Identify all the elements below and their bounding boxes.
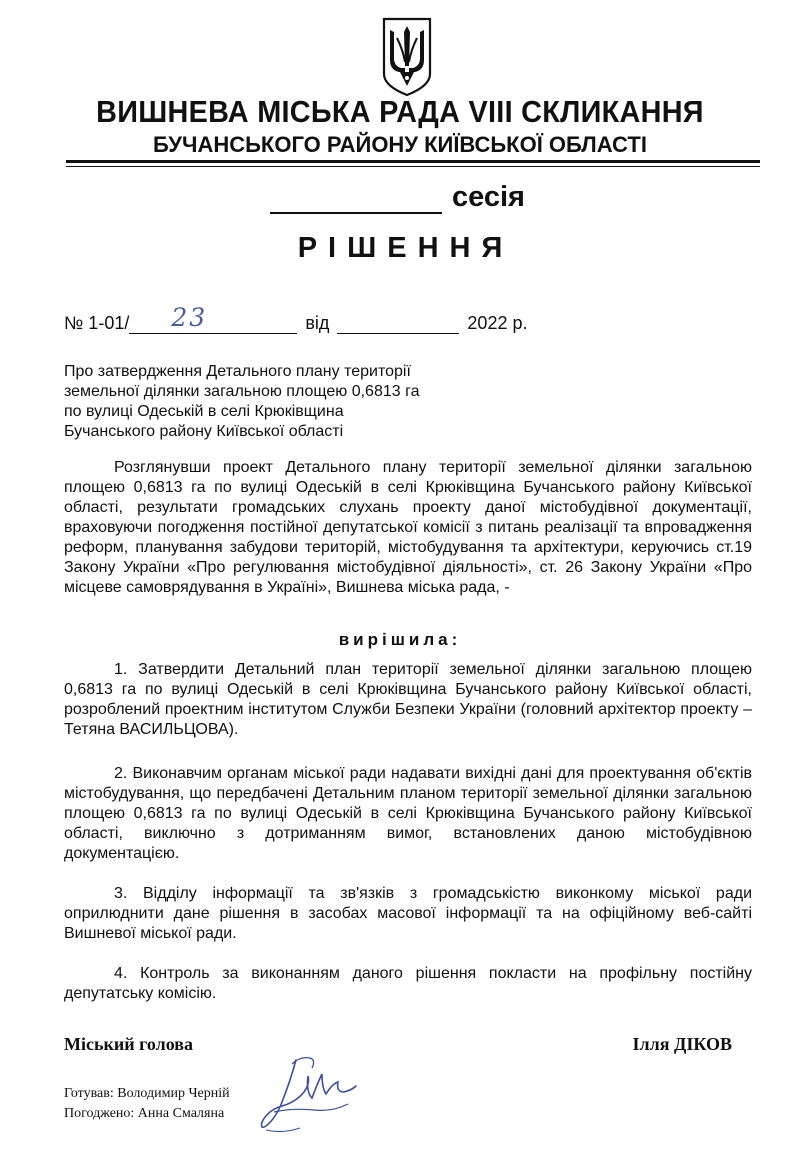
decision-title: РІШЕННЯ <box>297 232 514 264</box>
decision-point-2: 2. Виконавчим органам міської ради надавати вихідні дані для проектування об'єктів містобудування, що передбачені Детальним планом території земельної ділянки загальною площею 0,6813 га по вулиці Одеській в селі Крюківщина Бучанського району Київської області, виключно з дотриманням вимог, встановлених даною містобудівною документацією. <box>64 765 752 862</box>
decision-point-3: 3. Відділу інформації та зв'язків з громадськістю виконкому міської ради оприлюднити дане рішення в засобах масової інформації та на офіційному веб-сайті Вишневої міської ради. <box>64 885 752 942</box>
year-label: 2022 р. <box>467 313 528 333</box>
mayor-role: Міський голова <box>64 1034 193 1054</box>
handwritten-number: 23 <box>171 303 208 332</box>
district-name: БУЧАНСЬКОГО РАЙОНУ КИЇВСЬКОЇ ОБЛАСТІ <box>153 132 647 157</box>
signature-row <box>64 1034 732 1058</box>
session-label: сесія <box>452 181 525 213</box>
decision-number-line <box>64 303 564 334</box>
decision-point-1: 1. Затвердити Детальний план території земельної ділянки загальною площею 0,6813 га по вулиці Одеській в селі Крюківщина Бучанського району Київської області, розроблений проектним інститутом Служби Безпеки України (головний архітектор проекту – Тетяна ВАСИЛЬЦОВА). <box>64 661 752 738</box>
intro-paragraph: Розглянувши проект Детального плану території земельної ділянки загальною площею 0,6813 га по вулиці Одеській в селі Крюківщина Бучанського району Київської області, результати громадських слухань проекту даної містобудівної документації, враховуючи погодження постійної депутатської комісії з питань реалізації та впровадження реформ, планування забудови територій, містобудування та архітектури, керуючись ст.19 Закону України «Про регулювання містобудівної діяльності», ст. 26 Закону України «Про місцеве самоврядування в Україні», Вишнева міська рада, - <box>64 459 752 596</box>
session-line <box>270 178 570 214</box>
handwritten-signature <box>252 1052 362 1138</box>
resolved-label: вирішила: <box>338 630 462 649</box>
number-blank <box>129 303 297 334</box>
header-rule-thin <box>66 166 760 167</box>
agreed-by: Погоджено: Анна Смаляна <box>64 1106 225 1121</box>
from-label: від <box>305 313 330 333</box>
subject-line: земельної ділянки загальною площею 0,6813 га <box>64 383 420 400</box>
decision-point-4: 4. Контроль за виконанням даного рішення покласти на профільну постійну депутатську комісію. <box>64 965 752 1002</box>
number-prefix: № 1-01/ <box>64 313 130 333</box>
session-blank <box>270 182 442 214</box>
prepared-block <box>64 1084 230 1124</box>
trident-emblem-icon <box>381 16 433 98</box>
decision-subject <box>64 362 484 442</box>
prepared-by: Готував: Володимир Черній <box>64 1086 230 1101</box>
council-name: ВИШНЕВА МІСЬКА РАДА VIII СКЛИКАННЯ <box>96 94 704 129</box>
subject-line: Бучанського району Київської області <box>64 423 344 440</box>
subject-line: Про затвердження Детального плану території <box>64 363 411 380</box>
date-blank <box>337 309 459 334</box>
mayor-name: Ілля ДІКОВ <box>632 1034 732 1054</box>
subject-line: по вулиці Одеській в селі Крюківщина <box>64 403 344 420</box>
header-rule-thick <box>66 160 760 163</box>
